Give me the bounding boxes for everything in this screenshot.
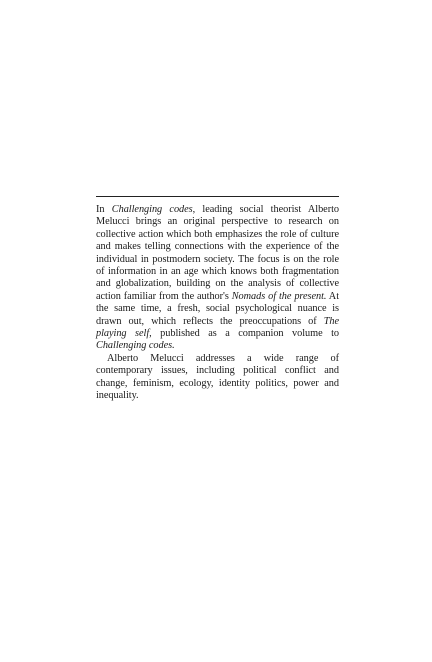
paragraph-1-text-b: At the same time, a fresh, social psychological nuance is drawn out, which reflects the preoccupations of (96, 290, 339, 327)
intro-word: In (96, 204, 105, 215)
book-title-the-playing-self: The playing self, (96, 315, 339, 340)
book-title-challenging-codes: Challenging codes (111, 204, 193, 215)
book-title-nomads-of-the-present: Nomads of the present. (231, 290, 327, 302)
paragraph-1-text-a: , leading social theorist Alberto Melucci brings an original perspective to research on collective action which both emphasizes the role of culture and makes telling connections with the experience of the individual in postmodern society. The focus is on the role of information in an age which knows both fragmentation and globalization, building on the analysis of collective action familiar from the author's (96, 204, 339, 302)
paragraph-1-text-c: published as a companion volume to (151, 328, 339, 340)
book-title-challenging-codes-repeat: Challenging codes. (96, 340, 175, 352)
back-cover-blurb (96, 196, 339, 403)
top-rule (96, 196, 339, 197)
blurb-paragraph-2: Alberto Melucci addresses a wide range of contemporary issues, including political conflict and change, feminism, ecology, identity politics, power and inequality. (96, 352, 339, 402)
blurb-paragraph-1 (96, 204, 339, 353)
